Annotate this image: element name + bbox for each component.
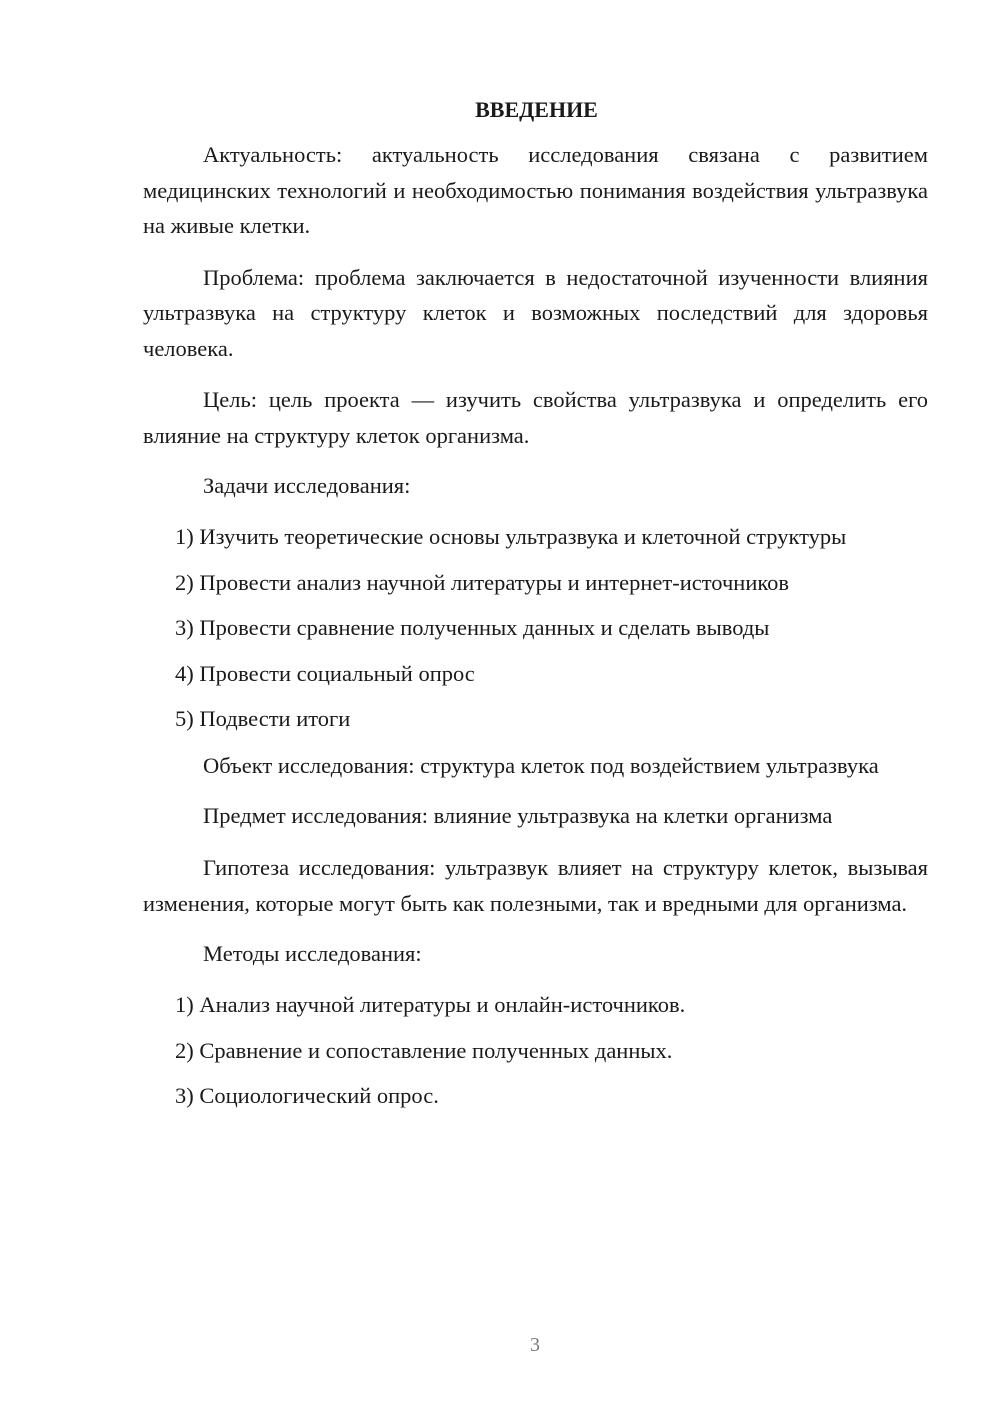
- tasks-list: [143, 520, 928, 736]
- section-title: ВВЕДЕНИЕ: [475, 97, 598, 122]
- task-item: 4) Провести социальный опрос: [175, 660, 475, 686]
- subject-paragraph: Предмет исследования: влияние ультразвука на клетки организма: [203, 803, 833, 828]
- methods-heading: Методы исследования:: [203, 941, 422, 966]
- page-number: 3: [530, 1334, 540, 1356]
- page-content: [143, 96, 928, 1125]
- method-item: 2) Сравнение и сопоставление полученных данных.: [175, 1037, 673, 1063]
- task-item: 3) Провести сравнение полученных данных и сделать выводы: [175, 615, 770, 640]
- relevance-paragraph: Актуальность: актуальность исследования связана с развитием медицинских технологий и необходимостью понимания воздействия ультразвука на живые клетки.: [143, 142, 928, 238]
- method-item: 3) Социологический опрос.: [175, 1083, 439, 1108]
- object-paragraph: Объект исследования: структура клеток под воздействием ультразвука: [203, 752, 879, 778]
- hypothesis-paragraph: Гипотеза исследования: ультразвук влияет на структуру клеток, вызывая изменения, которые могут быть как полезными, так и вредными для организма.: [143, 855, 928, 916]
- methods-list: [143, 988, 928, 1113]
- task-item: 5) Подвести итоги: [175, 706, 351, 731]
- problem-paragraph: Проблема: проблема заключается в недостаточной изученности влияния ультразвука на структуру клеток и возможных последствий для здоровья человека.: [143, 264, 928, 361]
- task-item: 1) Изучить теоретические основы ультразвука и клеточной структуры: [175, 524, 847, 549]
- tasks-heading: Задачи исследования:: [203, 473, 411, 498]
- task-item: 2) Провести анализ научной литературы и интернет-источников: [175, 569, 790, 595]
- method-item: 1) Анализ научной литературы и онлайн-источников.: [175, 992, 686, 1017]
- goal-paragraph: Цель: цель проекта — изучить свойства ультразвука и определить его влияние на структуру клеток организма.: [143, 387, 928, 448]
